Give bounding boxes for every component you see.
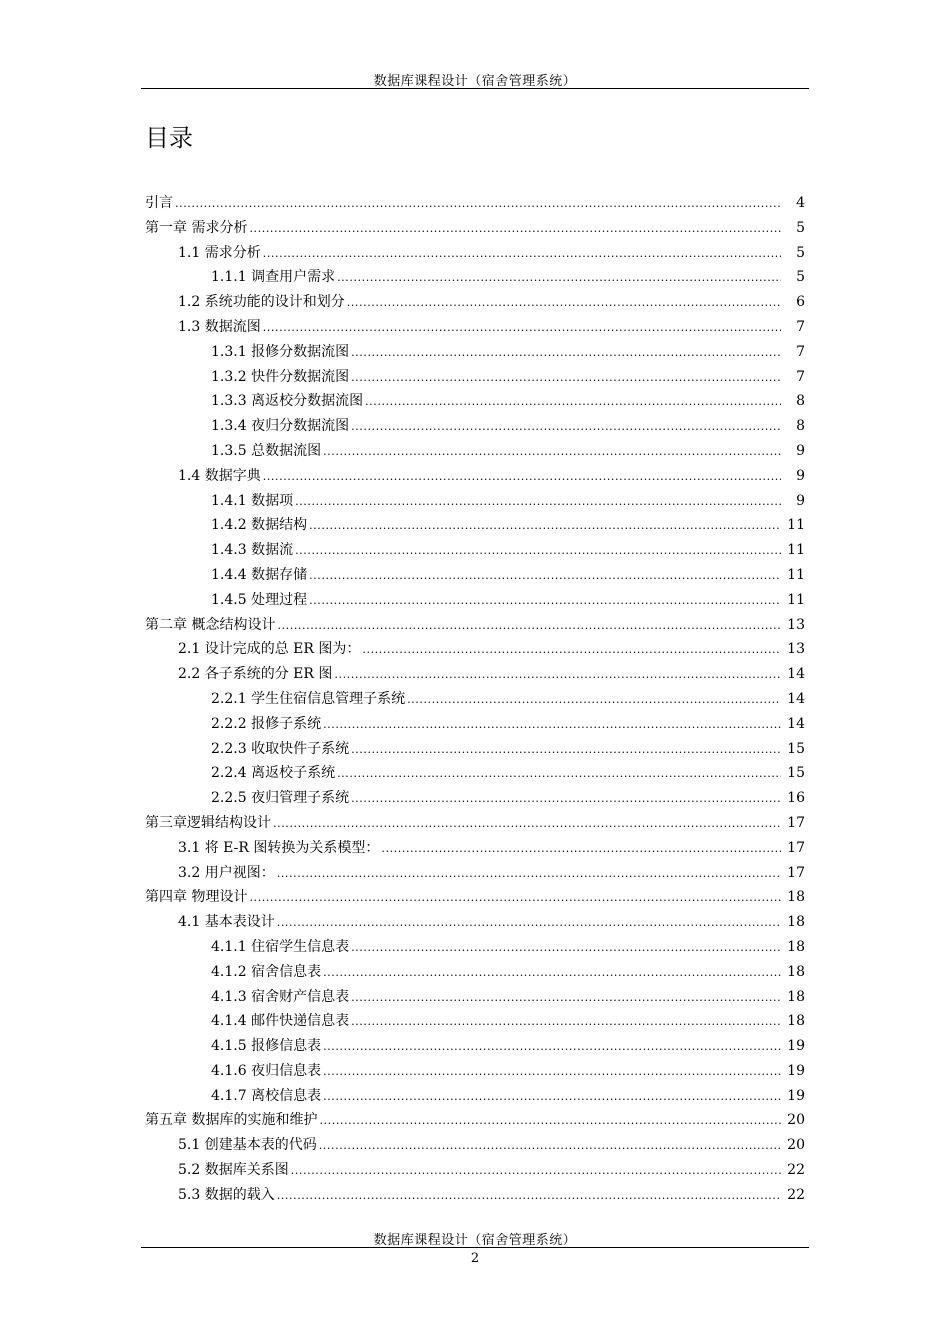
- toc-entry-page: 20: [787, 1137, 805, 1154]
- page-footer-title: 数据库课程设计（宿舍管理系统）: [373, 1233, 577, 1248]
- toc-entry[interactable]: [145, 1034, 805, 1059]
- toc-entry[interactable]: [145, 786, 805, 811]
- toc-dot-leader: [351, 786, 781, 812]
- toc-entry-label: 1.3.2 快件分数据流图: [211, 368, 350, 385]
- toc-entry-page: 19: [787, 1038, 805, 1055]
- toc-entry-page: 16: [787, 790, 805, 807]
- footer-rule: [141, 1247, 809, 1248]
- toc-dot-leader: [309, 588, 781, 614]
- toc-entry[interactable]: [145, 191, 805, 216]
- toc-dot-leader: [263, 315, 781, 341]
- toc-entry-label: 2.2 各子系统的分 ER 图: [178, 666, 333, 683]
- toc-entry-page: 8: [796, 393, 805, 410]
- toc-entry[interactable]: [145, 712, 805, 737]
- toc-entry-label: 2.2.4 离返校子系统: [211, 765, 336, 782]
- toc-dot-leader: [277, 1183, 781, 1209]
- toc-entry[interactable]: [145, 265, 805, 290]
- toc-entry[interactable]: [145, 315, 805, 340]
- toc-entry-label: 第一章 需求分析: [145, 219, 248, 236]
- toc-dot-leader: [337, 265, 781, 291]
- toc-entry[interactable]: [145, 811, 805, 836]
- toc-entry-label: 1.1.1 调查用户需求: [211, 269, 336, 286]
- toc-entry-page: 11: [787, 566, 805, 583]
- toc-entry-page: 15: [787, 740, 805, 757]
- toc-entry-page: 14: [787, 666, 805, 683]
- toc-entry-page: 13: [787, 641, 805, 658]
- toc-entry[interactable]: [145, 1158, 805, 1183]
- toc-entry-label: 第四章 物理设计: [145, 889, 248, 906]
- toc-entry-page: 18: [787, 889, 805, 906]
- toc-entry-page: 14: [787, 715, 805, 732]
- toc-entry-label: 2.2.1 学生住宿信息管理子系统: [211, 690, 406, 707]
- toc-entry-label: 5.3 数据的载入: [178, 1186, 275, 1203]
- toc-dot-leader: [323, 1034, 781, 1060]
- toc-entry[interactable]: [145, 1059, 805, 1084]
- toc-dot-leader: [323, 1059, 781, 1085]
- toc-dot-leader: [291, 1158, 781, 1184]
- toc-entry-page: 18: [787, 1013, 805, 1030]
- toc-entry[interactable]: [145, 290, 805, 315]
- toc-dot-leader: [351, 737, 781, 763]
- toc-entry-page: 19: [787, 1062, 805, 1079]
- toc-entry-label: 3.1 将 E-R 图转换为关系模型：: [178, 839, 380, 856]
- toc-entry-page: 15: [787, 765, 805, 782]
- header-rule: [141, 88, 809, 89]
- toc-entry-page: 22: [787, 1186, 805, 1203]
- toc-entry-label: 4.1.1 住宿学生信息表: [211, 938, 350, 955]
- toc-entry-label: 1.3.4 夜归分数据流图: [211, 418, 350, 435]
- toc-entry[interactable]: [145, 538, 805, 563]
- toc-entry[interactable]: [145, 861, 805, 886]
- toc-entry-label: 1.4.2 数据结构: [211, 517, 308, 534]
- toc-entry-label: 1.1 需求分析: [178, 244, 261, 261]
- toc-entry-label: 1.3.3 离返校分数据流图: [211, 393, 364, 410]
- toc-entry-label: 4.1 基本表设计: [178, 914, 275, 931]
- toc-dot-leader: [347, 290, 781, 316]
- toc-entry-label: 4.1.2 宿舍信息表: [211, 963, 322, 980]
- toc-entry-label: 第三章逻辑结构设计: [145, 814, 271, 831]
- toc-entry-label: 1.4 数据字典: [178, 467, 261, 484]
- toc-entry[interactable]: [145, 836, 805, 861]
- toc-entry-label: 引言: [145, 195, 173, 211]
- toc-entry-page: 11: [787, 517, 805, 534]
- toc-dot-leader: [309, 563, 781, 589]
- toc-dot-leader: [351, 414, 781, 440]
- toc-entry-label: 1.3 数据流图: [178, 318, 261, 335]
- toc-dot-leader: [407, 687, 781, 713]
- toc-entry-page: 8: [796, 418, 805, 435]
- toc-dot-leader: [249, 885, 781, 911]
- toc-entry[interactable]: [145, 513, 805, 538]
- toc-entry-label: 4.1.5 报修信息表: [211, 1038, 322, 1055]
- toc-dot-leader: [323, 960, 781, 986]
- toc-entry-label: 1.2 系统功能的设计和划分: [178, 294, 345, 311]
- toc-entry-page: 9: [796, 442, 805, 459]
- toc-entry-label: 1.4.1 数据项: [211, 492, 294, 509]
- toc-entry-label: 2.1 设计完成的总 ER 图为：: [178, 641, 361, 658]
- page-header-title: 数据库课程设计（宿舍管理系统）: [373, 74, 577, 89]
- toc-entry-page: 4: [796, 195, 805, 211]
- toc-entry-label: 4.1.3 宿舍财产信息表: [211, 988, 350, 1005]
- toc-entry-label: 5.2 数据库关系图: [178, 1162, 289, 1179]
- toc-entry-label: 4.1.7 离校信息表: [211, 1087, 322, 1104]
- toc-entry[interactable]: [145, 935, 805, 960]
- toc-entry-page: 17: [787, 814, 805, 831]
- toc-entry-page: 18: [787, 963, 805, 980]
- toc-entry-page: 17: [787, 839, 805, 856]
- toc-entry-page: 5: [796, 244, 805, 261]
- toc-entry[interactable]: [145, 1009, 805, 1034]
- toc-entry[interactable]: [145, 885, 805, 910]
- toc-entry[interactable]: [145, 687, 805, 712]
- toc-dot-leader: [319, 1133, 781, 1159]
- toc-entry-label: 3.2 用户视图：: [178, 864, 275, 881]
- toc-entry[interactable]: [145, 389, 805, 414]
- toc-dot-leader: [365, 389, 781, 415]
- toc-dot-leader: [362, 637, 781, 663]
- toc-entry-label: 1.4.5 处理过程: [211, 591, 308, 608]
- toc-entry[interactable]: [145, 1084, 805, 1109]
- toc-entry[interactable]: [145, 1108, 805, 1133]
- toc-entry-page: 7: [796, 318, 805, 335]
- toc-dot-leader: [249, 216, 781, 242]
- toc-dot-leader: [273, 811, 781, 837]
- toc-entry-page: 9: [796, 492, 805, 509]
- toc-entry-page: 18: [787, 914, 805, 931]
- toc-entry-label: 4.1.4 邮件快递信息表: [211, 1013, 350, 1030]
- toc-entry-label: 2.2.2 报修子系统: [211, 715, 322, 732]
- toc-entry[interactable]: [145, 910, 805, 935]
- toc-entry-page: 6: [796, 294, 805, 311]
- toc-dot-leader: [277, 613, 781, 639]
- toc-title: 目录: [145, 124, 193, 152]
- toc-dot-leader: [351, 935, 781, 961]
- toc-entry-page: 9: [796, 467, 805, 484]
- toc-entry[interactable]: [145, 985, 805, 1010]
- toc-dot-leader: [351, 365, 781, 391]
- toc-entry[interactable]: [145, 588, 805, 613]
- toc-entry-label: 1.3.5 总数据流图: [211, 442, 322, 459]
- toc-entry[interactable]: [145, 1183, 805, 1208]
- toc-dot-leader: [277, 861, 781, 887]
- toc-entry-label: 5.1 创建基本表的代码: [178, 1137, 317, 1154]
- toc-entry-label: 2.2.3 收取快件子系统: [211, 740, 350, 757]
- table-of-contents: [145, 191, 805, 1208]
- toc-entry-page: 7: [796, 343, 805, 360]
- toc-entry[interactable]: [145, 439, 805, 464]
- toc-entry-page: 11: [787, 542, 805, 559]
- toc-entry[interactable]: [145, 414, 805, 439]
- toc-entry-page: 20: [787, 1112, 805, 1129]
- toc-dot-leader: [334, 662, 781, 688]
- toc-entry[interactable]: [145, 613, 805, 638]
- toc-entry[interactable]: [145, 216, 805, 241]
- toc-dot-leader: [295, 489, 781, 515]
- toc-entry-label: 1.4.4 数据存储: [211, 566, 308, 583]
- toc-entry-page: 7: [796, 368, 805, 385]
- toc-entry[interactable]: [145, 761, 805, 786]
- toc-dot-leader: [323, 439, 781, 465]
- toc-dot-leader: [175, 191, 781, 217]
- toc-entry[interactable]: [145, 365, 805, 390]
- toc-entry[interactable]: [145, 340, 805, 365]
- toc-entry-page: 5: [796, 219, 805, 236]
- toc-dot-leader: [323, 712, 781, 738]
- toc-entry[interactable]: [145, 737, 805, 762]
- toc-entry-page: 17: [787, 864, 805, 881]
- toc-entry-page: 14: [787, 690, 805, 707]
- toc-entry-page: 19: [787, 1087, 805, 1104]
- toc-entry[interactable]: [145, 662, 805, 687]
- toc-entry-page: 18: [787, 938, 805, 955]
- toc-entry-page: 22: [787, 1162, 805, 1179]
- toc-entry-page: 13: [787, 616, 805, 633]
- toc-dot-leader: [263, 464, 781, 490]
- toc-entry-page: 18: [787, 988, 805, 1005]
- toc-entry-label: 1.4.3 数据流: [211, 542, 294, 559]
- toc-entry-label: 第二章 概念结构设计: [145, 616, 276, 633]
- toc-entry-label: 第五章 数据库的实施和维护: [145, 1112, 318, 1129]
- toc-dot-leader: [381, 836, 781, 862]
- toc-entry[interactable]: [145, 563, 805, 588]
- toc-dot-leader: [295, 538, 781, 564]
- toc-entry[interactable]: [145, 489, 805, 514]
- toc-dot-leader: [351, 340, 781, 366]
- toc-entry[interactable]: [145, 1133, 805, 1158]
- toc-dot-leader: [277, 910, 781, 936]
- toc-entry-page: 5: [796, 269, 805, 286]
- toc-entry[interactable]: [145, 637, 805, 662]
- toc-dot-leader: [319, 1108, 781, 1134]
- toc-entry[interactable]: [145, 960, 805, 985]
- toc-entry[interactable]: [145, 464, 805, 489]
- toc-dot-leader: [351, 1009, 781, 1035]
- toc-entry-label: 4.1.6 夜归信息表: [211, 1062, 322, 1079]
- toc-dot-leader: [351, 985, 781, 1011]
- page-number: 2: [470, 1251, 480, 1266]
- toc-dot-leader: [263, 241, 781, 267]
- toc-dot-leader: [337, 761, 781, 787]
- toc-dot-leader: [309, 513, 781, 539]
- toc-entry-page: 11: [787, 591, 805, 608]
- toc-dot-leader: [323, 1084, 781, 1110]
- toc-entry-label: 2.2.5 夜归管理子系统: [211, 790, 350, 807]
- toc-entry[interactable]: [145, 241, 805, 266]
- toc-entry-label: 1.3.1 报修分数据流图: [211, 343, 350, 360]
